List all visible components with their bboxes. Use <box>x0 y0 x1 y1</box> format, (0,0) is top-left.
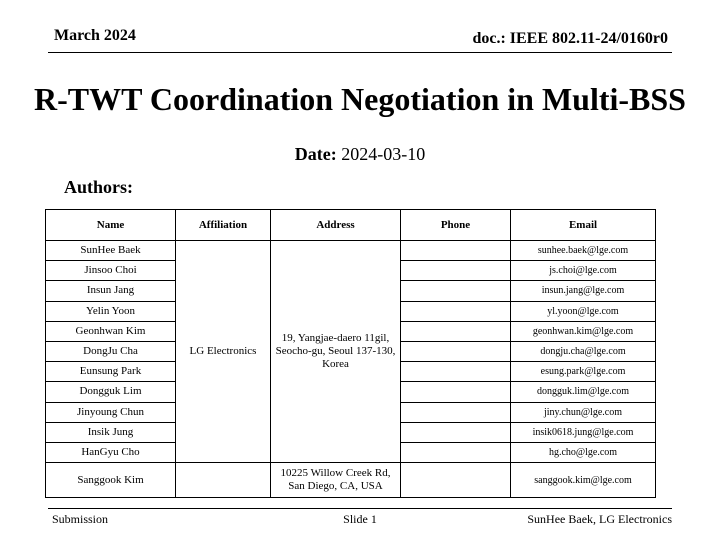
phone-cell <box>401 382 511 402</box>
affiliation-cell: LG Electronics <box>176 241 271 463</box>
author-name: SunHee Baek <box>46 241 176 261</box>
author-email: hg.cho@lge.com <box>511 442 656 462</box>
author-email: dongju.cha@lge.com <box>511 341 656 361</box>
table-header-row <box>46 210 656 241</box>
header-divider <box>48 52 672 53</box>
author-name: Sanggook Kim <box>46 463 176 498</box>
author-name: Insik Jung <box>46 422 176 442</box>
author-email: jiny.chun@lge.com <box>511 402 656 422</box>
authors-label: Authors: <box>64 177 134 197</box>
address-cell-alt: 10225 Willow Creek Rd, San Diego, CA, USA <box>271 463 401 498</box>
phone-cell <box>401 241 511 261</box>
phone-cell <box>401 341 511 361</box>
phone-cell <box>401 261 511 281</box>
author-name: Geonhwan Kim <box>46 321 176 341</box>
author-email: sanggook.kim@lge.com <box>511 463 656 498</box>
phone-cell <box>401 463 511 498</box>
address-cell: 19, Yangjae-daero 11gil, Seocho-gu, Seoul 137-130, Korea <box>271 241 401 463</box>
author-name: Eunsung Park <box>46 362 176 382</box>
phone-cell <box>401 422 511 442</box>
author-name: Jinsoo Choi <box>46 261 176 281</box>
author-email: insun.jang@lge.com <box>511 281 656 301</box>
author-email: dongguk.lim@lge.com <box>511 382 656 402</box>
date-line <box>0 144 720 165</box>
author-email: yl.yoon@lge.com <box>511 301 656 321</box>
header-affiliation: Affiliation <box>176 210 271 241</box>
author-name: Dongguk Lim <box>46 382 176 402</box>
author-name: Insun Jang <box>46 281 176 301</box>
date-value: 2024-03-10 <box>341 144 426 164</box>
slide-title: R-TWT Coordination Negotiation in Multi-BSS <box>34 81 686 117</box>
affiliation-cell-empty <box>176 463 271 498</box>
author-name: DongJu Cha <box>46 341 176 361</box>
table-row <box>46 463 656 498</box>
date-label: Date: <box>294 144 337 164</box>
table-row <box>46 241 656 261</box>
author-email: geonhwan.kim@lge.com <box>511 321 656 341</box>
footer-author: SunHee Baek, LG Electronics <box>527 512 672 526</box>
author-name: Jinyoung Chun <box>46 402 176 422</box>
author-name: HanGyu Cho <box>46 442 176 462</box>
authors-table <box>45 209 656 498</box>
author-email: insik0618.jung@lge.com <box>511 422 656 442</box>
header-doc-id: doc.: IEEE 802.11-24/0160r0 <box>472 30 668 47</box>
phone-cell <box>401 362 511 382</box>
header-address: Address <box>271 210 401 241</box>
phone-cell <box>401 301 511 321</box>
footer-slide-number: Slide 1 <box>343 512 377 526</box>
phone-cell <box>401 402 511 422</box>
header-email: Email <box>511 210 656 241</box>
footer-submission: Submission <box>52 512 109 526</box>
author-email: sunhee.baek@lge.com <box>511 241 656 261</box>
footer-divider <box>48 508 672 509</box>
phone-cell <box>401 281 511 301</box>
phone-cell <box>401 442 511 462</box>
phone-cell <box>401 321 511 341</box>
header-name: Name <box>46 210 176 241</box>
author-email: esung.park@lge.com <box>511 362 656 382</box>
header-date: March 2024 <box>54 27 136 44</box>
author-email: js.choi@lge.com <box>511 261 656 281</box>
header-phone: Phone <box>401 210 511 241</box>
author-name: Yelin Yoon <box>46 301 176 321</box>
